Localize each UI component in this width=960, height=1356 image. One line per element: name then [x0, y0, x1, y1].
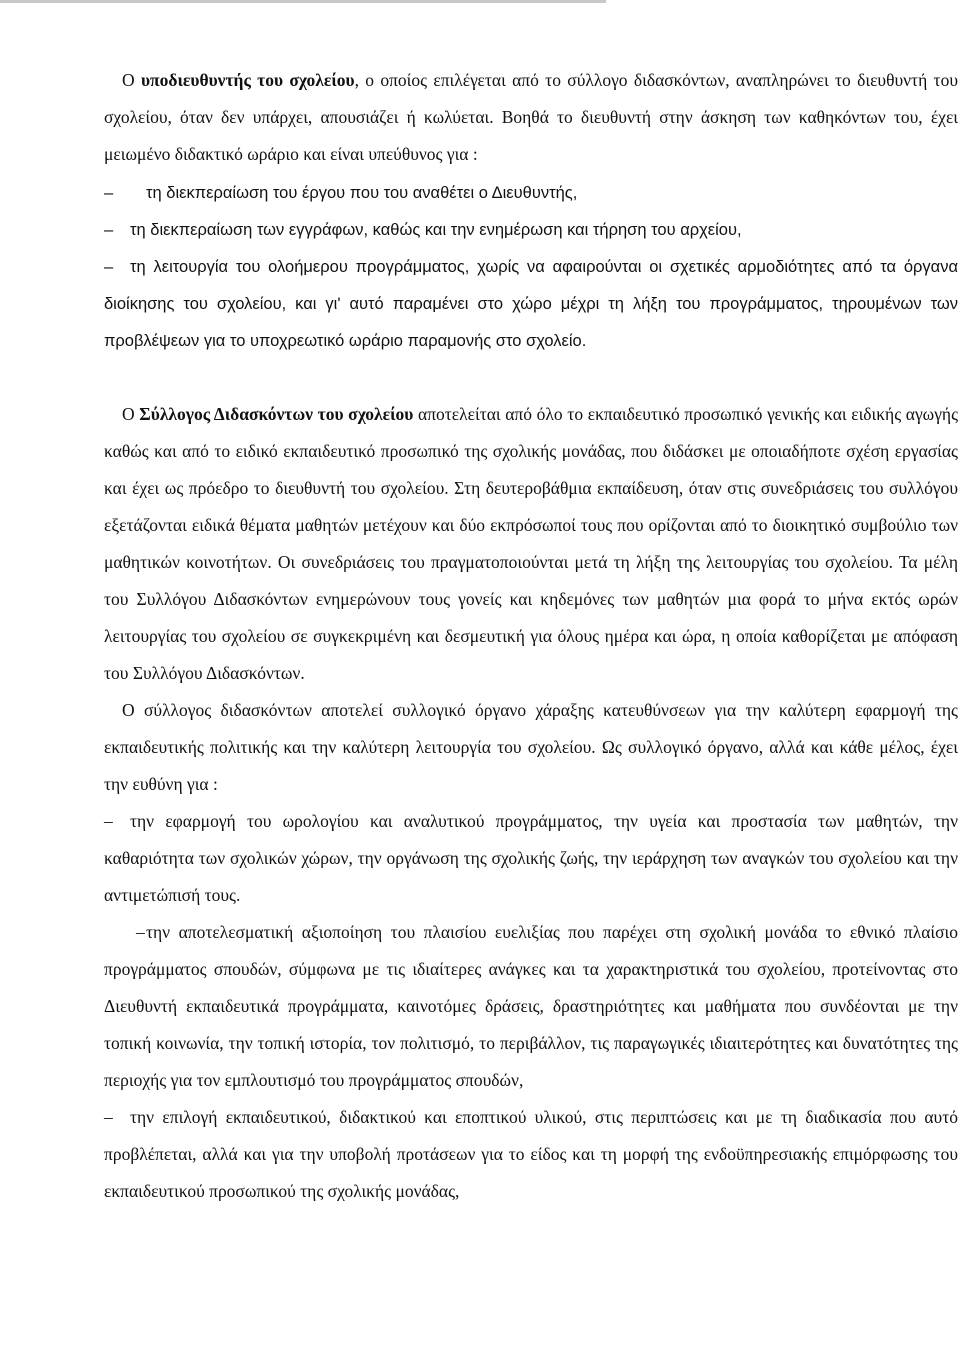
- list-item-text: τη διεκπεραίωση των εγγράφων, καθώς και την ενημέρωση και τήρηση του αρχείου,: [130, 221, 742, 239]
- lead-word: Ο: [122, 70, 135, 90]
- list-item: [104, 212, 958, 249]
- list-item: [104, 803, 958, 914]
- dash-marker: –: [104, 1107, 113, 1127]
- paragraph-text: , ο οποίος επιλέγεται από το σύλλογο διδασκόντων, αναπληρώνει το διευθυντή του σχολείου, όταν δεν υπάρχει, απουσιάζει ή κωλύεται. Βοηθά το διευθυντή στην άσκηση των καθηκόντων του, έχει μειωμένο διδακτικό ωράριο και είναι υπεύθυνος για :: [104, 70, 958, 164]
- list-item-text: την αποτελεσματική αξιοποίηση του πλαισίου ευελιξίας που παρέχει στη σχολική μονάδα το εθνικό πλαίσιο προγράμματος σπουδών, σύμφωνα με τις ιδιαίτερες ανάγκες και τα χαρακτηριστικά του σχολείου, προτείνοντας στο Διευθυντή εκπαιδευτικά προγράμματα, καινοτόμες δράσεις, δραστηριότητες και μαθήματα που συνδέονται με την τοπική κοινωνία, την τοπική ιστορία, τον πολιτισμό, το περιβάλλον, τις παραγωγικές ιδιαιτερότητες και δυνατότητες της περιοχής για τον εμπλουτισμό του προγράμματος σπουδών,: [104, 922, 958, 1090]
- dash-marker: –: [104, 258, 114, 276]
- paragraph-teachers-association: [104, 396, 958, 692]
- list-item: [104, 1099, 958, 1210]
- list-item-text: την επιλογή εκπαιδευτικού, διδακτικού και εποπτικού υλικού, στις περιπτώσεις και με τη διαδικασία που αυτό προβλέπεται, αλλά και για την υποβολή προτάσεων για το είδος και τη μορφή της ενδοϋπηρεσιακής επιμόρφωσης του εκπαιδευτικού προσωπικού της σχολικής μονάδας,: [104, 1107, 958, 1201]
- list-item: [104, 914, 958, 1099]
- paragraph-text: αποτελείται από όλο το εκπαιδευτικό προσωπικό γενικής και ειδικής αγωγής καθώς και από το ειδικό εκπαιδευτικό προσωπικό της σχολικής μονάδας, που διδάσκει με οποιαδήποτε σχέση εργασίας και έχει ως πρόεδρο το διευθυντή του σχολείου. Στη δευτεροβάθμια εκπαίδευση, όταν στις συνεδριάσεις του συλλόγου εξετάζονται ειδικά θέματα μαθητών μετέχουν και δύο εκπρόσωποί τους που ορίζονται από το διοικητικό συμβούλιο των μαθητικών κοινοτήτων. Οι συνεδριάσεις του πραγματοποιούνται μετά τη λήξη της λειτουργίας του σχολείου. Τα μέλη του Συλλόγου Διδασκόντων ενημερώνουν τους γονείς και κηδεμόνες των μαθητών μια φορά το μήνα εκτός ωρών λειτουργίας του σχολείου σε συγκεκριμένη και δεσμευτική για όλους ημέρα και ώρα, η οποία καθορίζεται με απόφαση του Συλλόγου Διδασκόντων.: [104, 404, 959, 683]
- dash-marker: –: [104, 811, 113, 831]
- dash-marker: –: [104, 221, 114, 239]
- dash-marker: –: [136, 922, 145, 942]
- list-item-text: τη διεκπεραίωση του έργου που του αναθέτει ο Διευθυντής,: [146, 184, 578, 202]
- list-item: [104, 249, 958, 360]
- dash-marker: –: [104, 184, 114, 202]
- bold-term: υποδιευθυντής του σχολείου: [140, 70, 355, 90]
- top-rule: [0, 0, 606, 3]
- list-item-text: την εφαρμογή του ωρολογίου και αναλυτικού προγράμματος, την υγεία και προστασία των μαθητών, την καθαριότητα των σχολικών χώρων, την οργάνωση της σχολικής ζωής, την ιεράρχηση των αναγκών του σχολείου και την αντιμετώπισή τους.: [104, 811, 958, 905]
- bold-term: Σύλλογος Διδασκόντων του σχολείου: [139, 404, 414, 424]
- document-page: [104, 62, 958, 1210]
- lead-word: Ο: [122, 404, 135, 424]
- paragraph-collective-body: Ο σύλλογος διδασκόντων αποτελεί συλλογικό όργανο χάραξης κατευθύνσεων για την καλύτερη εφαρμογή της εκπαιδευτικής πολιτικής και την καλύτερη λειτουργία του σχολείου. Ως συλλογικό όργανο, αλλά και κάθε μέλος, έχει την ευθύνη για :: [104, 700, 958, 794]
- list-item: [104, 175, 958, 212]
- list-item-text: τη λειτουργία του ολοήμερου προγράμματος, χωρίς να αφαιρούνται οι σχετικές αρμοδιότητες από τα όργανα διοίκησης του σχολείου, και γι' αυτό παραμένει στο χώρο μέχρι τη λήξη του προγράμματος, τηρουμένων των προβλέψεων για το υποχρεωτικό ωράριο παραμονής στο σχολείο.: [104, 258, 958, 350]
- paragraph-vice-principal: [104, 62, 958, 173]
